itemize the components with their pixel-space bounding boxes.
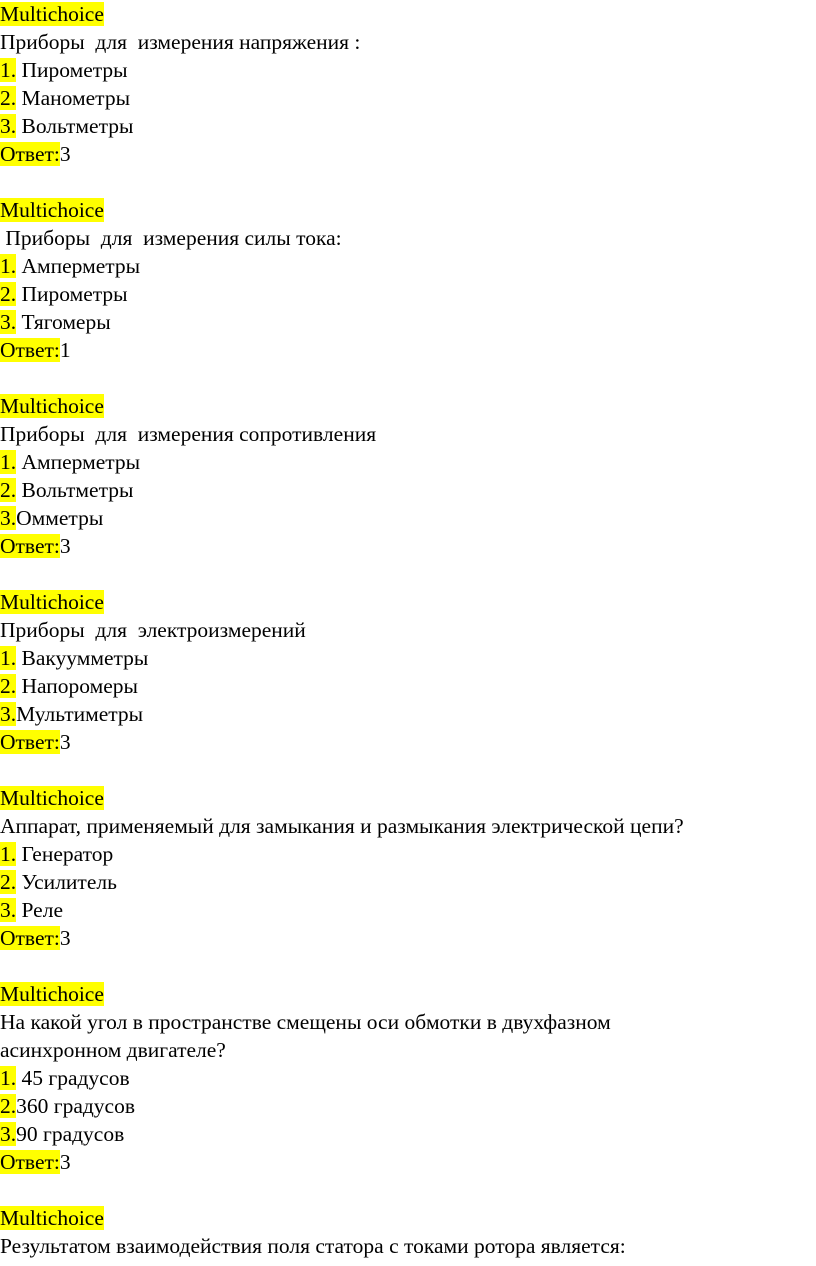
question-type-label: Multichoice [0,786,104,810]
option-number: 2. [0,674,17,698]
answer-option [0,84,816,112]
option-text: Манометры [21,86,131,110]
question-text: Приборы для измерения сопротивления [0,422,377,446]
question-block [0,196,816,392]
answer-line [0,924,816,952]
option-number: 1. [0,450,17,474]
answer-option [0,252,816,280]
answer-value: 1 [59,338,71,362]
question-type-line [0,588,816,616]
option-number: 1. [0,842,17,866]
question-type-label: Multichoice [0,982,104,1006]
answer-line [0,728,816,756]
option-text: Пирометры [21,58,128,82]
question-type-label: Multichoice [0,590,104,614]
option-text: Амперметры [21,254,141,278]
option-number: 3. [0,1122,17,1146]
option-text: Вольтметры [21,114,134,138]
answer-value: 3 [59,730,71,754]
option-text: Вакуумметры [21,646,149,670]
question-text: На какой угол в пространстве смещены оси обмотки в двухфазном [0,1010,611,1034]
option-text: Омметры [16,506,104,530]
option-number: 2. [0,1094,17,1118]
option-text: Напоромеры [21,674,138,698]
question-type-label: Multichoice [0,394,104,418]
answer-label: Ответ: [0,1150,60,1174]
answer-line [0,532,816,560]
question-block [0,784,816,980]
question-type-line [0,392,816,420]
option-number: 3. [0,310,17,334]
question-text: Приборы для измерения напряжения : [0,30,361,54]
option-text: Вольтметры [21,478,134,502]
answer-line [0,1148,816,1176]
option-number: 2. [0,86,17,110]
answer-option [0,448,816,476]
option-number: 3. [0,114,17,138]
question-text: Аппарат, применяемый для замыкания и размыкания электрической цепи? [0,814,684,838]
blank-line [0,756,816,784]
answer-option [0,1120,816,1148]
option-number: 3. [0,702,17,726]
answer-value: 3 [59,1150,71,1174]
option-number: 2. [0,870,17,894]
question-type-line [0,196,816,224]
option-text: 90 градусов [16,1122,125,1146]
question-type-line [0,1204,816,1232]
answer-line [0,140,816,168]
option-number: 1. [0,646,17,670]
option-text: Генератор [21,842,114,866]
question-type-label: Multichoice [0,198,104,222]
question-text: Приборы для измерения силы тока: [0,226,342,250]
answer-option [0,896,816,924]
question-block [0,980,816,1204]
blank-line [0,1176,816,1204]
answer-option [0,1064,816,1092]
option-number: 1. [0,58,17,82]
question-text: Результатом взаимодействия поля статора с токами ротора является: [0,1234,626,1258]
answer-label: Ответ: [0,926,60,950]
question-text: Приборы для электроизмерений [0,618,306,642]
option-text: Усилитель [21,870,117,894]
option-number: 3. [0,506,17,530]
answer-option [0,868,816,896]
question-type-label: Multichoice [0,1206,104,1230]
answer-option [0,644,816,672]
option-text: 45 градусов [21,1066,130,1090]
question-block [0,1204,816,1260]
answer-value: 3 [59,926,71,950]
answer-option [0,56,816,84]
option-number: 1. [0,254,17,278]
answer-label: Ответ: [0,534,60,558]
answer-option [0,476,816,504]
question-block [0,392,816,588]
question-type-line [0,0,816,28]
option-text: Амперметры [21,450,141,474]
answer-value: 3 [59,142,71,166]
answer-label: Ответ: [0,142,60,166]
blank-line [0,560,816,588]
answer-option [0,840,816,868]
option-number: 1. [0,1066,17,1090]
question-text: асинхронном двигателе? [0,1038,226,1062]
answer-option [0,280,816,308]
question-type-label: Multichoice [0,2,104,26]
option-text: Реле [21,898,63,922]
answer-label: Ответ: [0,730,60,754]
option-number: 2. [0,282,17,306]
question-block [0,0,816,196]
answer-option [0,308,816,336]
answer-option [0,112,816,140]
option-number: 3. [0,898,17,922]
option-number: 2. [0,478,17,502]
blank-line [0,364,816,392]
answer-option [0,1092,816,1120]
answer-label: Ответ: [0,338,60,362]
blank-line [0,952,816,980]
option-text: 360 градусов [16,1094,135,1118]
option-text: Тягомеры [21,310,111,334]
option-text: Мультиметры [16,702,144,726]
question-block [0,588,816,784]
question-type-line [0,784,816,812]
answer-option [0,672,816,700]
option-text: Пирометры [21,282,128,306]
answer-option [0,504,816,532]
answer-line [0,336,816,364]
answer-option [0,700,816,728]
answer-value: 3 [59,534,71,558]
question-type-line [0,980,816,1008]
blank-line [0,168,816,196]
